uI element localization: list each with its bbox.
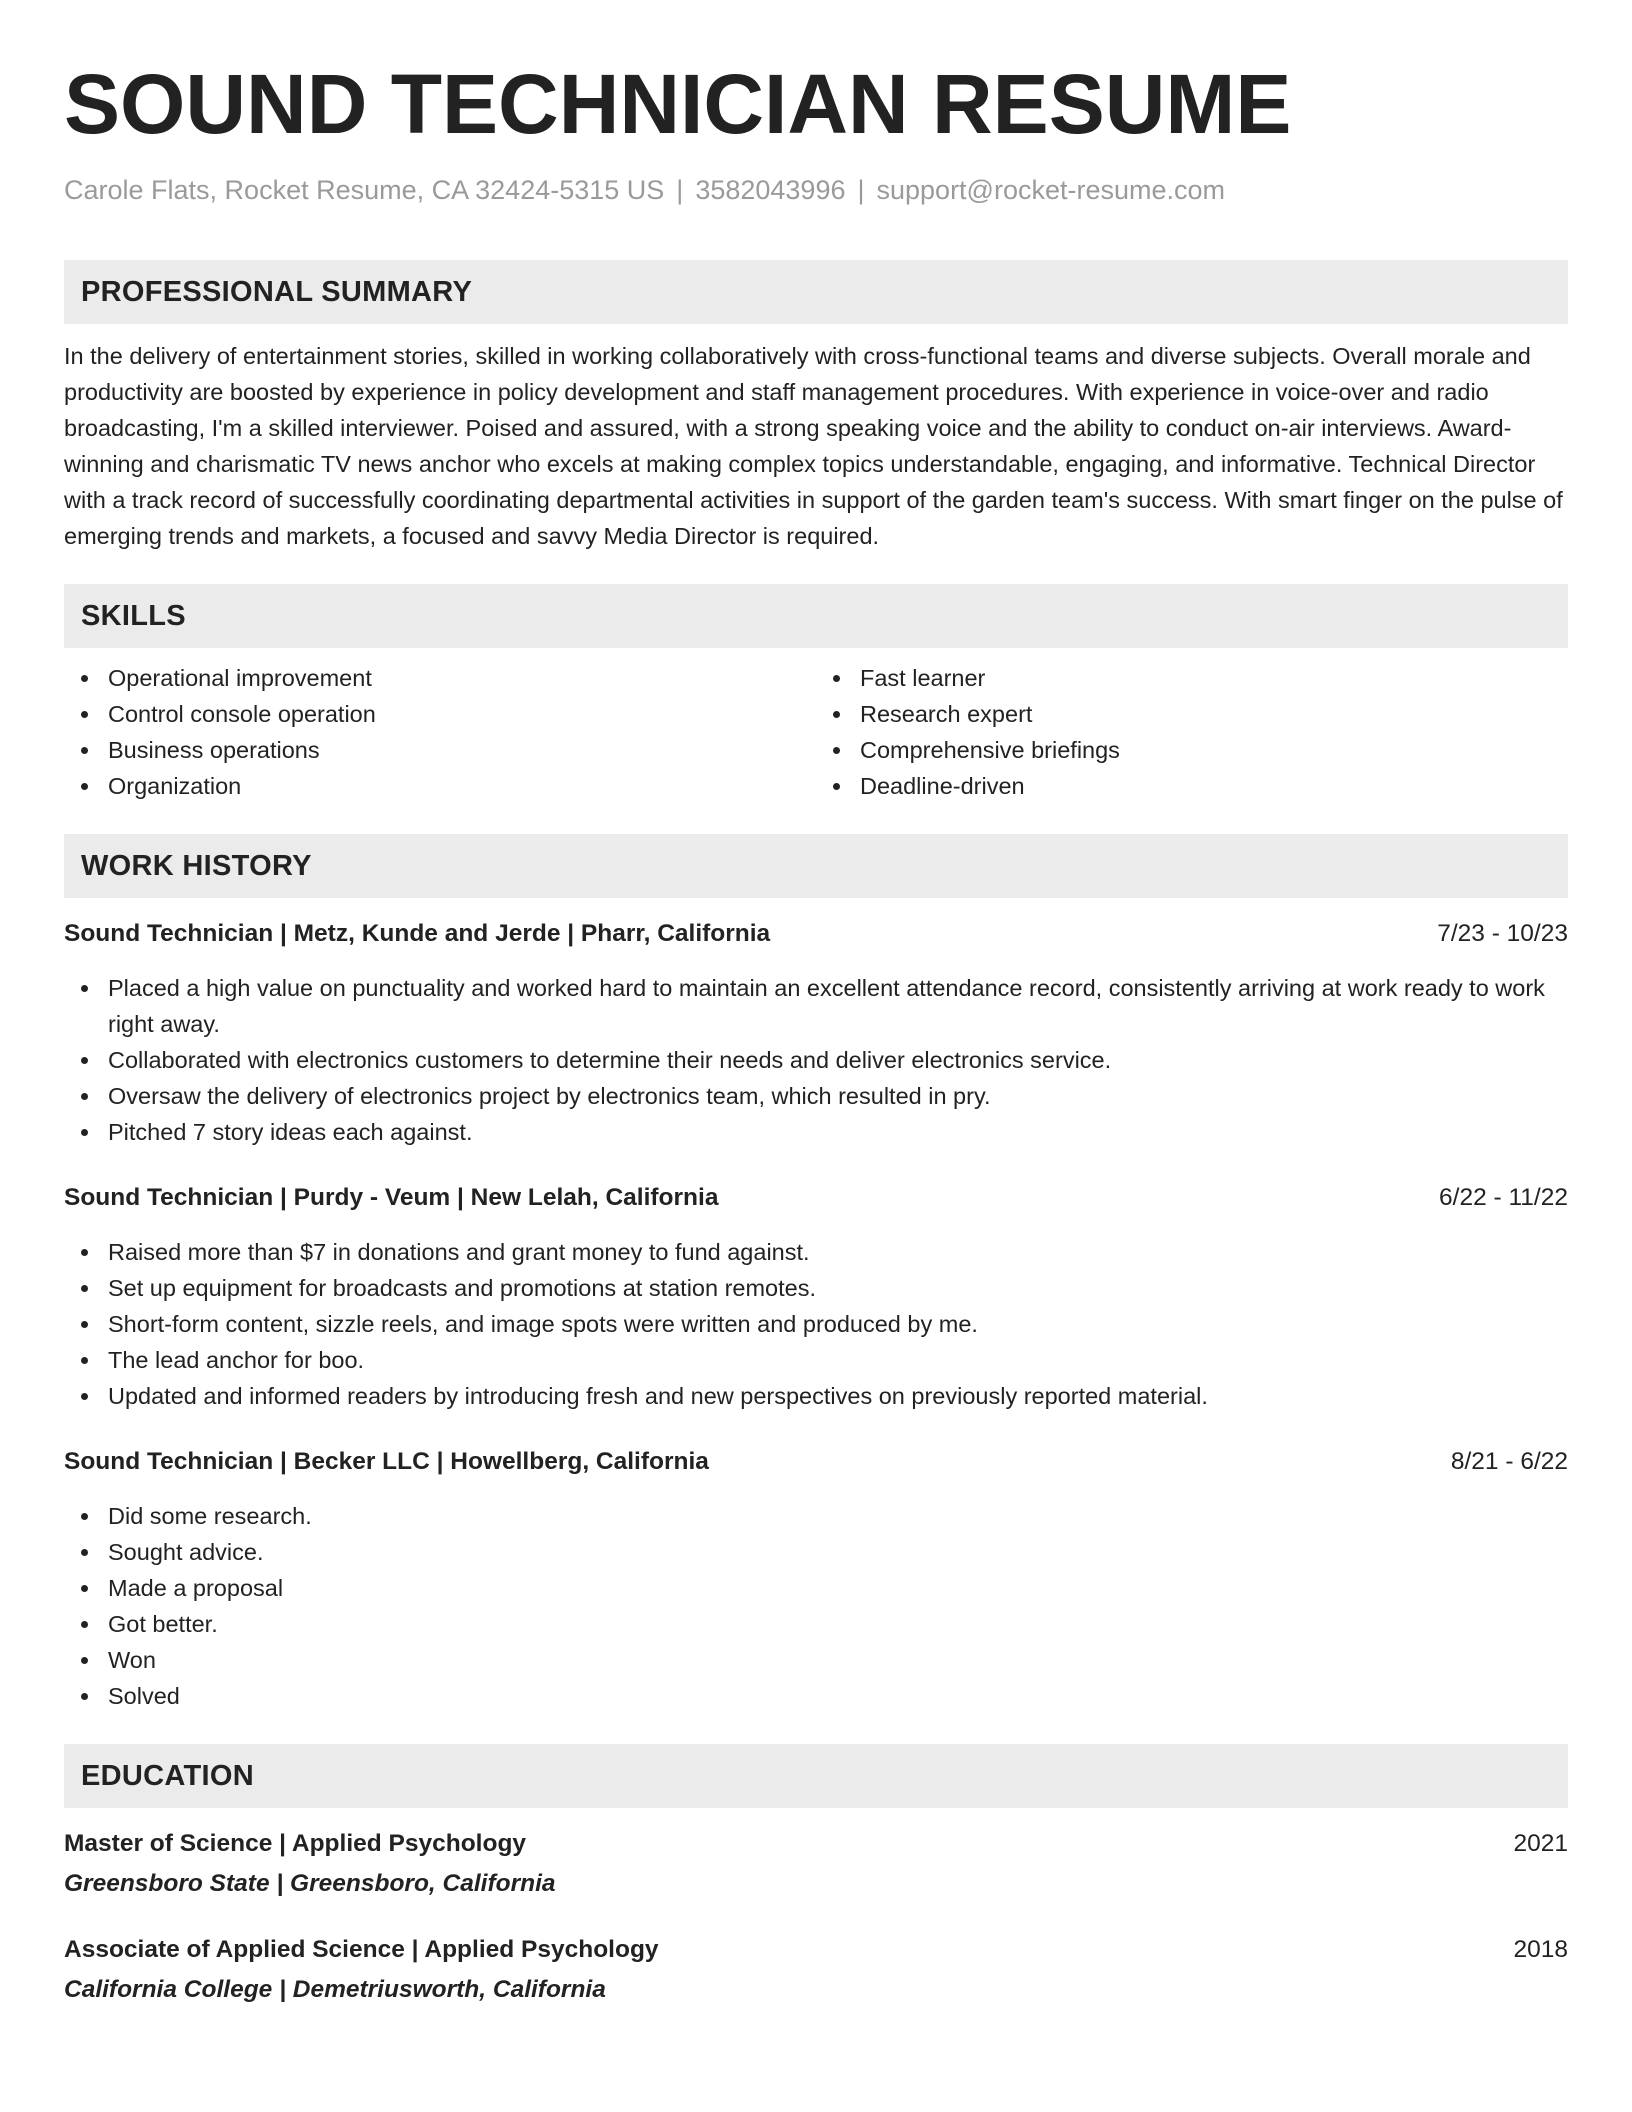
skill-label: Comprehensive briefings bbox=[860, 737, 1120, 763]
skill-label: Research expert bbox=[860, 701, 1033, 727]
job-bullet-text: Won bbox=[108, 1647, 156, 1673]
job-bullets bbox=[64, 970, 1568, 1150]
job-bullet-text: Placed a high value on punctuality and worked hard to maintain an excellent attendance record, consistently arriving at work ready to work right away. bbox=[108, 975, 1545, 1037]
job-bullet-text: Updated and informed readers by introducing fresh and new perspectives on previously reported material. bbox=[108, 1383, 1208, 1409]
job-header bbox=[64, 916, 1568, 952]
bullet-icon bbox=[81, 1285, 88, 1292]
job-bullet bbox=[64, 1270, 1568, 1306]
skill-label: Fast learner bbox=[860, 665, 986, 691]
job-bullet-text: Oversaw the delivery of electronics project by electronics team, which resulted in pry. bbox=[108, 1083, 991, 1109]
job-bullet bbox=[64, 1078, 1568, 1114]
job-bullet-text: Made a proposal bbox=[108, 1575, 284, 1601]
job-bullet bbox=[64, 1534, 1568, 1570]
job-bullet-text: Raised more than $7 in donations and grant money to fund against. bbox=[108, 1239, 810, 1265]
job-bullet-text: Short-form content, sizzle reels, and image spots were written and produced by me. bbox=[108, 1311, 978, 1337]
bullet-icon bbox=[81, 1585, 88, 1592]
bullet-icon bbox=[81, 1693, 88, 1700]
bullet-icon bbox=[81, 1249, 88, 1256]
job-bullet bbox=[64, 1306, 1568, 1342]
work-section-header: WORK HISTORY bbox=[64, 834, 1568, 898]
education-year: 2018 bbox=[1513, 1936, 1568, 1963]
job-dates: 7/23 - 10/23 bbox=[1437, 920, 1568, 947]
job-bullet bbox=[64, 1234, 1568, 1270]
job-bullet bbox=[64, 1606, 1568, 1642]
bullet-icon bbox=[81, 1657, 88, 1664]
bullet-icon bbox=[833, 747, 840, 754]
skill-item bbox=[64, 660, 816, 696]
skill-label: Organization bbox=[108, 773, 242, 799]
job-bullet bbox=[64, 1570, 1568, 1606]
job-bullet bbox=[64, 1378, 1568, 1414]
job-bullet bbox=[64, 1342, 1568, 1378]
education-header bbox=[64, 1932, 1568, 1968]
education-degree: Master of Science | Applied Psychology bbox=[64, 1830, 527, 1857]
bullet-icon bbox=[81, 783, 88, 790]
resume-title: SOUND TECHNICIAN RESUME bbox=[64, 57, 1292, 151]
bullet-icon bbox=[81, 1057, 88, 1064]
contact-separator: | bbox=[676, 175, 684, 205]
job-bullet bbox=[64, 1678, 1568, 1714]
skill-item bbox=[816, 768, 1568, 804]
summary-text: In the delivery of entertainment stories, skilled in working collaboratively with cross-functional teams and diverse subjects. Overall morale and productivity are boosted by experience in policy development and staff management procedures. With experience in voice-over and radio broadcasting, I'm a skilled interviewer. Poised and assured, with a strong speaking voice and the ability to conduct on-air interviews. Award-winning and charismatic TV news anchor who excels at making complex topics understandable, engaging, and informative. Technical Director with a track record of successfully coordinating departmental activities in support of the garden team's success. With smart finger on the pulse of emerging trends and markets, a focused and savvy Media Director is required. bbox=[64, 343, 1563, 549]
job-bullet bbox=[64, 1114, 1568, 1150]
job-entry bbox=[64, 1180, 1568, 1414]
bullet-icon bbox=[81, 1621, 88, 1628]
skill-item bbox=[816, 660, 1568, 696]
job-bullet-text: Sought advice. bbox=[108, 1539, 264, 1565]
bullet-icon bbox=[81, 1357, 88, 1364]
education-school: California College | Demetriusworth, California bbox=[64, 1976, 606, 2003]
job-title: Sound Technician | Becker LLC | Howellberg, California bbox=[64, 1448, 709, 1475]
bullet-icon bbox=[81, 985, 88, 992]
skills-section-header: SKILLS bbox=[64, 584, 1568, 648]
skill-label: Control console operation bbox=[108, 701, 376, 727]
bullet-icon bbox=[81, 1393, 88, 1400]
skill-label: Operational improvement bbox=[108, 665, 372, 691]
job-bullet-text: Did some research. bbox=[108, 1503, 312, 1529]
bullet-icon bbox=[833, 783, 840, 790]
job-entry bbox=[64, 1444, 1568, 1714]
education-degree: Associate of Applied Science | Applied Psychology bbox=[64, 1936, 659, 1963]
summary-section-header: PROFESSIONAL SUMMARY bbox=[64, 260, 1568, 324]
job-bullet bbox=[64, 1498, 1568, 1534]
bullet-icon bbox=[81, 675, 88, 682]
education-entry bbox=[64, 1826, 1568, 1902]
job-bullets bbox=[64, 1498, 1568, 1714]
education-school: Greensboro State | Greensboro, California bbox=[64, 1870, 556, 1897]
contact-line bbox=[64, 172, 1568, 208]
bullet-icon bbox=[81, 1513, 88, 1520]
skills-right-column bbox=[816, 660, 1568, 804]
bullet-icon bbox=[81, 1321, 88, 1328]
job-bullet bbox=[64, 1042, 1568, 1078]
bullet-icon bbox=[833, 675, 840, 682]
job-bullet bbox=[64, 970, 1568, 1042]
bullet-icon bbox=[81, 747, 88, 754]
job-bullets bbox=[64, 1234, 1568, 1414]
job-title: Sound Technician | Purdy - Veum | New Lelah, California bbox=[64, 1184, 719, 1211]
contact-address: Carole Flats, Rocket Resume, CA 32424-5315 US bbox=[64, 175, 665, 205]
job-bullet-text: Set up equipment for broadcasts and promotions at station remotes. bbox=[108, 1275, 817, 1301]
bullet-icon bbox=[81, 1129, 88, 1136]
job-bullet bbox=[64, 1642, 1568, 1678]
bullet-icon bbox=[81, 711, 88, 718]
skills-left-column bbox=[64, 660, 816, 804]
bullet-icon bbox=[81, 1093, 88, 1100]
skill-item bbox=[816, 732, 1568, 768]
contact-phone: 3582043996 bbox=[695, 175, 846, 205]
skills-grid bbox=[64, 660, 1568, 804]
job-bullet-text: The lead anchor for boo. bbox=[108, 1347, 365, 1373]
education-year: 2021 bbox=[1513, 1830, 1568, 1857]
contact-separator: | bbox=[857, 175, 865, 205]
job-title: Sound Technician | Metz, Kunde and Jerde | Pharr, California bbox=[64, 920, 771, 947]
job-bullet-text: Collaborated with electronics customers to determine their needs and deliver electronics service. bbox=[108, 1047, 1112, 1073]
skill-label: Deadline-driven bbox=[860, 773, 1025, 799]
job-bullet-text: Solved bbox=[108, 1683, 180, 1709]
job-entry bbox=[64, 916, 1568, 1150]
education-section-header: EDUCATION bbox=[64, 1744, 1568, 1808]
skill-label: Business operations bbox=[108, 737, 320, 763]
bullet-icon bbox=[81, 1549, 88, 1556]
job-dates: 6/22 - 11/22 bbox=[1439, 1184, 1568, 1211]
job-header bbox=[64, 1180, 1568, 1216]
contact-email: support@rocket-resume.com bbox=[876, 175, 1226, 205]
education-entry bbox=[64, 1932, 1568, 2008]
skill-item bbox=[64, 768, 816, 804]
job-bullet-text: Pitched 7 story ideas each against. bbox=[108, 1119, 473, 1145]
job-dates: 8/21 - 6/22 bbox=[1450, 1448, 1568, 1475]
skill-item bbox=[64, 732, 816, 768]
skill-item bbox=[816, 696, 1568, 732]
job-bullet-text: Got better. bbox=[108, 1611, 218, 1637]
education-header bbox=[64, 1826, 1568, 1862]
job-header bbox=[64, 1444, 1568, 1480]
skill-item bbox=[64, 696, 816, 732]
bullet-icon bbox=[833, 711, 840, 718]
